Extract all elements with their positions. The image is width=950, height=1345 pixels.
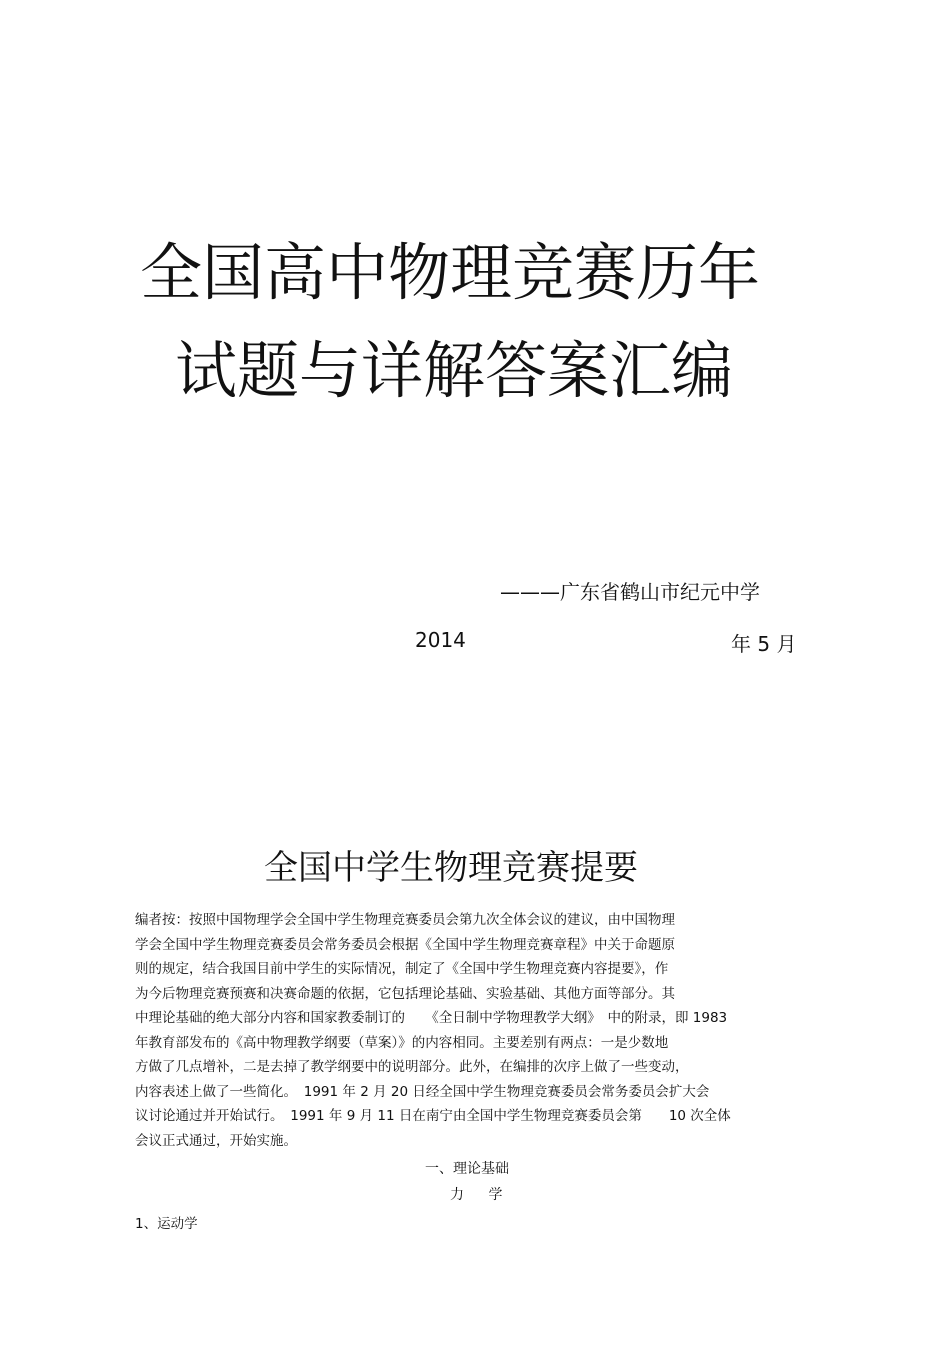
editor-note-line: 则的规定，结合我国目前中学生的实际情况，制定了《全国中学生物理竞赛内容提要》，作 — [135, 961, 669, 977]
editor-note-line: 会议正式通过，开始实施。 — [135, 1132, 297, 1149]
editor-note-line: 议讨论通过并开始试行。 1991 年 9 月 11 日在南宁由全国中学生物理竞赛委员会第 10 次全体 — [135, 1108, 731, 1124]
item-heading: 1、运动学 — [135, 1216, 198, 1232]
subsection-heading: 力 学 — [450, 1187, 503, 1203]
cover-title-line-2: 试题与详解答案汇编 — [175, 334, 734, 407]
summary-title: 全国中学生物理竞赛提要 — [264, 848, 638, 888]
cover-date-month: 年 5 月 — [731, 632, 797, 656]
editor-note — [135, 908, 825, 1153]
editor-note-line: 为今后物理竞赛预赛和决赛命题的依据，它包括理论基础、实验基础、其他方面等部分。其 — [135, 985, 675, 1002]
cover-date-year: 2014 — [415, 628, 466, 652]
cover-title-line-1: 全国高中物理竞赛历年 — [140, 236, 761, 309]
editor-note-line: 编者按：按照中国物理学会全国中学生物理竞赛委员会第九次全体会议的建议，由中国物理 — [135, 912, 675, 928]
editor-note-line: 中理论基础的绝大部分内容和国家教委制订的 《全日制中学物理教学大纲》 中的附录，即 1983 — [135, 1010, 728, 1026]
editor-note-line: 方做了几点增补，二是去掉了教学纲要中的说明部分。此外，在编排的次序上做了一些变动， — [135, 1059, 689, 1075]
section-heading: 一、理论基础 — [425, 1161, 509, 1177]
editor-note-line: 学会全国中学生物理竞赛委员会常务委员会根据《全国中学生物理竞赛章程》中关于命题原 — [135, 936, 675, 953]
editor-note-line: 年教育部发布的《高中物理教学纲要（草案）》的内容相同。主要差别有两点：一是少数地 — [135, 1034, 669, 1051]
cover-author: ———广东省鹤山市纪元中学 — [500, 580, 760, 604]
editor-note-line: 内容表述上做了一些简化。 1991 年 2 月 20 日经全国中学生物理竞赛委员会常务委员会扩大会 — [135, 1083, 710, 1100]
